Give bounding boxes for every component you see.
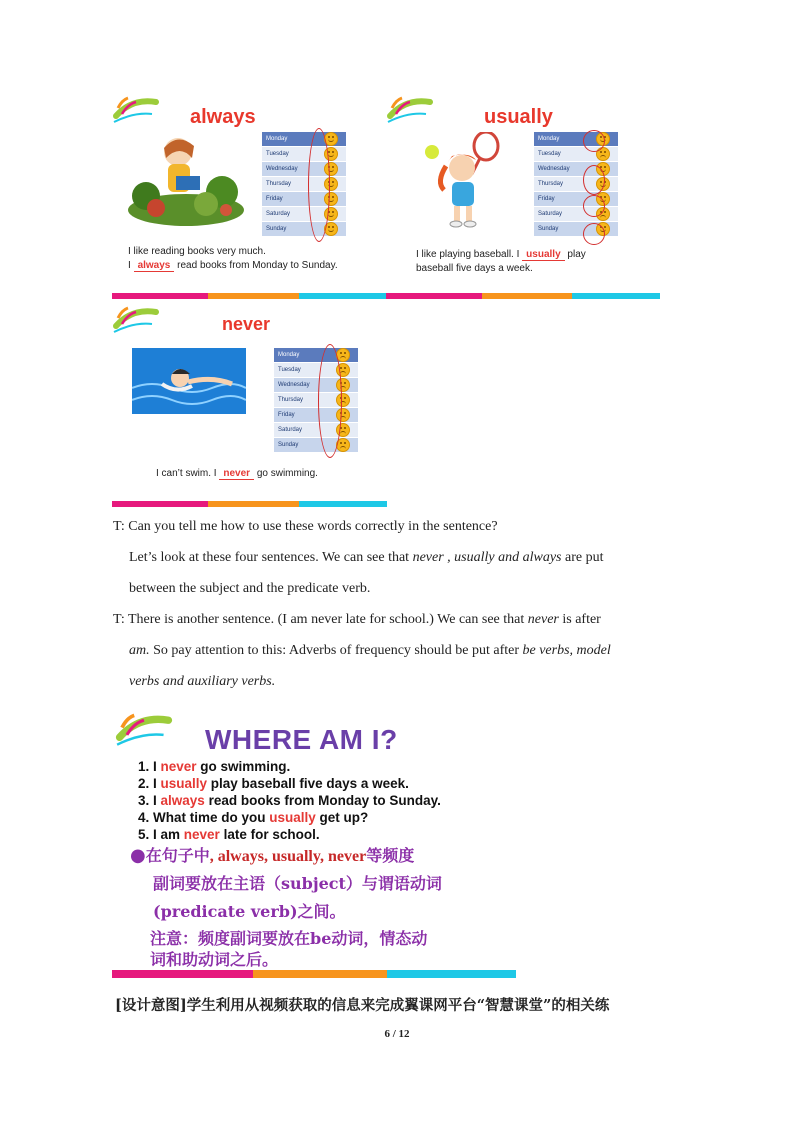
day-label: Wednesday [274, 378, 328, 393]
week-row [534, 222, 618, 237]
day-label: Wednesday [534, 162, 588, 177]
week-row [274, 423, 358, 438]
list-item: 5. I am never late for school. [138, 827, 320, 842]
highlight-oval-never [318, 344, 342, 458]
design-intent-text: [设计意图]学生利用从视频获取的信息来完成翼课网平台“智慧课堂”的相关练 [115, 997, 610, 1014]
list-item: 2. I usually play baseball five days a week. [138, 776, 409, 791]
day-label: Tuesday [274, 363, 328, 378]
list-item: 4. What time do you usually get up? [138, 810, 369, 825]
week-row [262, 207, 346, 222]
slide-title-usually: usually [484, 106, 553, 128]
color-stripe [112, 501, 387, 507]
slide-title-always: always [190, 106, 256, 128]
where-am-i-title: WHERE AM I? [205, 724, 398, 755]
swoosh-logo-icon [112, 302, 160, 338]
week-row [534, 207, 618, 222]
day-label: Wednesday [262, 162, 316, 177]
day-label: Saturday [262, 207, 316, 222]
highlight-ring-sunday [583, 223, 605, 245]
day-label: Monday [262, 132, 316, 147]
list-item: 1. I never go swimming. [138, 759, 291, 774]
day-label: Friday [262, 192, 316, 207]
slide-usually [386, 92, 660, 292]
day-label: Sunday [534, 222, 588, 237]
girl-reading-illustration [126, 130, 244, 226]
blank-usually: usually [522, 249, 564, 261]
week-row [274, 438, 358, 453]
rule-line-3: (predicate verb)之间。 [153, 902, 346, 921]
color-stripe [112, 293, 387, 299]
week-row [262, 177, 346, 192]
day-label: Thursday [274, 393, 328, 408]
swimming-child-illustration [132, 348, 246, 414]
note-line-2: 词和助动词之后。 [150, 950, 279, 969]
week-row [274, 408, 358, 423]
girl-tennis-illustration [422, 132, 522, 232]
week-row [534, 177, 618, 192]
week-row [262, 222, 346, 237]
day-label: Thursday [534, 177, 588, 192]
rule-line-2: 副词要放在主语（subject）与谓语动词 [153, 874, 442, 893]
week-row [262, 162, 346, 177]
swoosh-logo-icon [112, 92, 160, 128]
note-line-1: 注意：频度副词要放在be动词，情态动 [150, 929, 428, 948]
paragraph-teacher-question: T: Can you tell me how to use these words correctly in the sentence? Let’s look at these four sentences. We can see that never , usually and always are put between the subject and the predicate verb. T: There is another sentence. (I am never late for school.) We can see that never is after am. So pay attention to this: Adverbs of frequency should be put after be verbs, model verbs and auxiliary verbs. [113, 519, 611, 689]
highlight-ring-wednesday-thursday [583, 165, 605, 195]
slide-title-never: never [222, 314, 271, 334]
slide-never [112, 302, 386, 498]
caption-always: I like reading books very much. I always read books from Monday to Sunday. [128, 246, 338, 271]
list-item: 3. I always read books from Monday to Sunday. [138, 793, 441, 808]
swoosh-logo-icon [386, 92, 434, 128]
day-label: Sunday [262, 222, 316, 237]
week-row [274, 378, 358, 393]
highlight-ring-friday [583, 195, 605, 217]
swoosh-logo-icon [114, 708, 174, 752]
color-stripe [386, 293, 660, 299]
week-row [262, 192, 346, 207]
blank-never: never [219, 468, 254, 480]
week-table-usually [534, 132, 618, 237]
blank-always: always [134, 260, 175, 272]
day-label: Saturday [274, 423, 328, 438]
day-label: Friday [274, 408, 328, 423]
week-row [262, 147, 346, 162]
day-label: Tuesday [534, 147, 588, 162]
week-row [274, 363, 358, 378]
week-row [262, 132, 346, 147]
week-row [274, 393, 358, 408]
caption-never: I can’t swim. I never go swimming. [156, 468, 318, 479]
day-label: Monday [274, 348, 328, 363]
week-row [534, 132, 618, 147]
day-label: Sunday [274, 438, 328, 453]
day-label: Friday [534, 192, 588, 207]
highlight-oval-always [308, 128, 330, 242]
day-label: Saturday [534, 207, 588, 222]
highlight-ring-monday [583, 130, 605, 152]
day-label: Monday [534, 132, 588, 147]
week-table-always [262, 132, 346, 237]
bullet-dot-icon: ● [130, 845, 146, 866]
caption-usually: I like playing baseball. I usually play baseball five days a week. [416, 249, 586, 274]
day-label: Thursday [262, 177, 316, 192]
slide-always [112, 92, 386, 292]
rule-bullet-line: ●在句子中, always, usually, never等频度 [130, 845, 415, 866]
week-row [274, 348, 358, 363]
week-row [534, 192, 618, 207]
day-label: Tuesday [262, 147, 316, 162]
color-stripe [112, 970, 516, 978]
week-row [534, 147, 618, 162]
week-table-never [274, 348, 358, 453]
page-number: 6 / 12 [384, 1028, 410, 1040]
week-row [534, 162, 618, 177]
where-am-i-list [138, 758, 441, 843]
